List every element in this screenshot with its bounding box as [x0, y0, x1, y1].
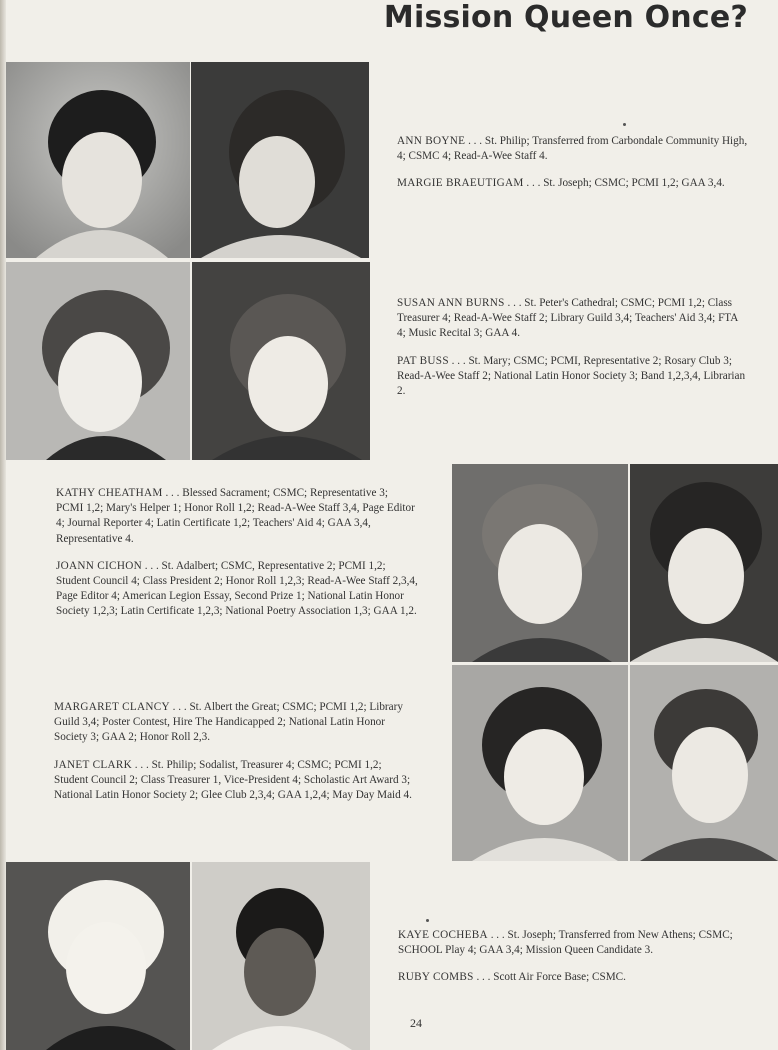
page-number: 24 — [410, 1016, 422, 1030]
page-title: Mission Queen Once? — [383, 0, 748, 35]
student-details: Blessed Sacrament; CSMC; Representative 3; PCMI 1,2; Mary's Helper 1; Honor Roll 1,2; Read-A-Wee Staff 3,4, Page Editor 4; Journal Reporter 4; Latin Certificate 1,2; Teachers' Aid 4; GAA 3,4, Representative 4. — [56, 487, 415, 545]
portrait-photo — [452, 464, 628, 662]
portrait-photo — [630, 464, 778, 662]
student-details: St. Peter's Cathedral; CSMC; PCMI 1,2; Class Treasurer 4; Read-A-Wee Staff 2; Library Guild 3,4; Teachers' Aid 3,4; FTA 4; Music Recital 3; GAA 4. — [397, 297, 738, 340]
student-name: KATHY CHEATHAM — [56, 487, 163, 499]
student-name: JANET CLARK — [54, 758, 132, 771]
student-details: St. Joseph; CSMC; PCMI 1,2; GAA 3,4. — [543, 177, 725, 190]
student-details: Scott Air Force Base; CSMC. — [493, 971, 626, 984]
student-bio: SUSAN ANN BURNS . . . St. Peter's Cathedral; CSMC; PCMI 1,2; Class Treasurer 4; Read-A-Wee Staff 2; Library Guild 3,4; Teachers' Aid 3,4; FTA 4; Music Recital 3; GAA 4. — [397, 297, 738, 340]
student-bio: MARGIE BRAEUTIGAM . . . St. Joseph; CSMC; PCMI 1,2; GAA 3,4. — [397, 177, 725, 190]
portrait-photo — [630, 665, 778, 861]
student-details: St. Philip; Transferred from Carbondale Community High, 4; CSMC 4; Read-A-Wee Staff 4. — [397, 135, 748, 163]
bio-group-4 — [54, 700, 418, 815]
student-name: RUBY COMBS — [398, 971, 474, 984]
student-bio: MARGARET CLANCY . . . St. Albert the Great; CSMC; PCMI 1,2; Library Guild 3,4; Poster Contest, Hire The Handicapped 2; National Latin Honor Society 3; GAA 2; Honor Roll 2,3. — [54, 701, 403, 744]
print-speck — [623, 123, 626, 126]
student-name: ANN BOYNE — [397, 135, 466, 147]
student-details: St. Mary; CSMC; PCMI, Representative 2; Rosary Club 3; Read-A-Wee Staff 2; National Latin Honor Society 3; Band 1,2,3,4, Librarian 2. — [397, 354, 746, 398]
student-bio: KAYE COCHEBA . . . St. Joseph; Transferred from New Athens; CSMC; SCHOOL Play 4; GAA 3,4; Mission Queen Candidate 3. — [398, 929, 733, 957]
student-name: SUSAN ANN BURNS — [397, 297, 505, 309]
student-bio: PAT BUSS . . . St. Mary; CSMC; PCMI, Representative 2; Rosary Club 3; Read-A-Wee Staff 2; National Latin Honor Society 3; Band 1,2,3,4, Librarian 2. — [397, 354, 746, 398]
student-details: St. Joseph; Transferred from New Athens; CSMC; SCHOOL Play 4; GAA 3,4; Mission Queen Candidate 3. — [398, 929, 733, 957]
student-bio: JOANN CICHON . . . St. Adalbert; CSMC, Representative 2; PCMI 1,2; Student Council 4; Class President 2; Honor Roll 1,2,3; Read-A-Wee Staff 2,3,4, Page Editor 4; American Legion Essay, Second Prize 1; National Latin Honor Society 1,2,3; Latin Certificate 1,2,3; National Poetry Association 1,3; GAA 1,2. — [56, 559, 418, 618]
student-name: MARGIE BRAEUTIGAM — [397, 177, 524, 190]
student-bio: ANN BOYNE . . . St. Philip; Transferred from Carbondale Community High, 4; CSMC 4; Read-A-Wee Staff 4. — [397, 135, 748, 163]
student-details: St. Philip; Sodalist, Treasurer 4; CSMC; PCMI 1,2; Student Council 2; Class Treasurer 1, Vice-President 4; Scholastic Art Award 3; National Latin Honor Society 2; Glee Club 2,3,4; GAA 1,2,4; May Day Maid 4. — [54, 758, 412, 802]
portrait-photo — [192, 262, 370, 460]
student-name: JOANN CICHON — [56, 559, 142, 572]
student-details: St. Albert the Great; CSMC; PCMI 1,2; Library Guild 3,4; Poster Contest, Hire The Handicapped 2; National Latin Honor Society 3; GAA 2; Honor Roll 2,3. — [54, 701, 403, 744]
bio-group-5 — [398, 928, 750, 998]
bio-group-2 — [397, 296, 749, 411]
portrait-photo — [6, 62, 190, 258]
student-bio: JANET CLARK . . . St. Philip; Sodalist, Treasurer 4; CSMC; PCMI 1,2; Student Council 2; Class Treasurer 1, Vice-President 4; Scholastic Art Award 3; National Latin Honor Society 2; Glee Club 2,3,4; GAA 1,2,4; May Day Maid 4. — [54, 758, 412, 802]
portrait-photo — [6, 862, 190, 1050]
portrait-photo — [6, 262, 190, 460]
student-bio: RUBY COMBS . . . Scott Air Force Base; CSMC. — [398, 971, 626, 984]
portrait-photo — [192, 862, 370, 1050]
portrait-photo — [452, 665, 628, 861]
print-speck — [426, 919, 429, 922]
bio-group-1 — [397, 134, 749, 204]
portrait-photo — [191, 62, 369, 258]
student-details: St. Adalbert; CSMC, Representative 2; PCMI 1,2; Student Council 4; Class President 2; Honor Roll 1,2,3; Read-A-Wee Staff 2,3,4, Page Editor 4; American Legion Essay, Second Prize 1; National Latin Honor Society 1,2,3; Latin Certificate 1,2,3; National Poetry Association 1,3; GAA 1,2. — [56, 559, 418, 618]
student-name: PAT BUSS — [397, 354, 449, 367]
student-name: KAYE COCHEBA — [398, 929, 488, 941]
student-bio: KATHY CHEATHAM . . . Blessed Sacrament; CSMC; Representative 3; PCMI 1,2; Mary's Helper 1; Honor Roll 1,2; Read-A-Wee Staff 3,4, Page Editor 4; Journal Reporter 4; Latin Certificate 1,2; Teachers' Aid 4; GAA 3,4, Representative 4. — [56, 487, 415, 545]
student-name: MARGARET CLANCY — [54, 701, 170, 713]
bio-group-3 — [56, 486, 418, 632]
